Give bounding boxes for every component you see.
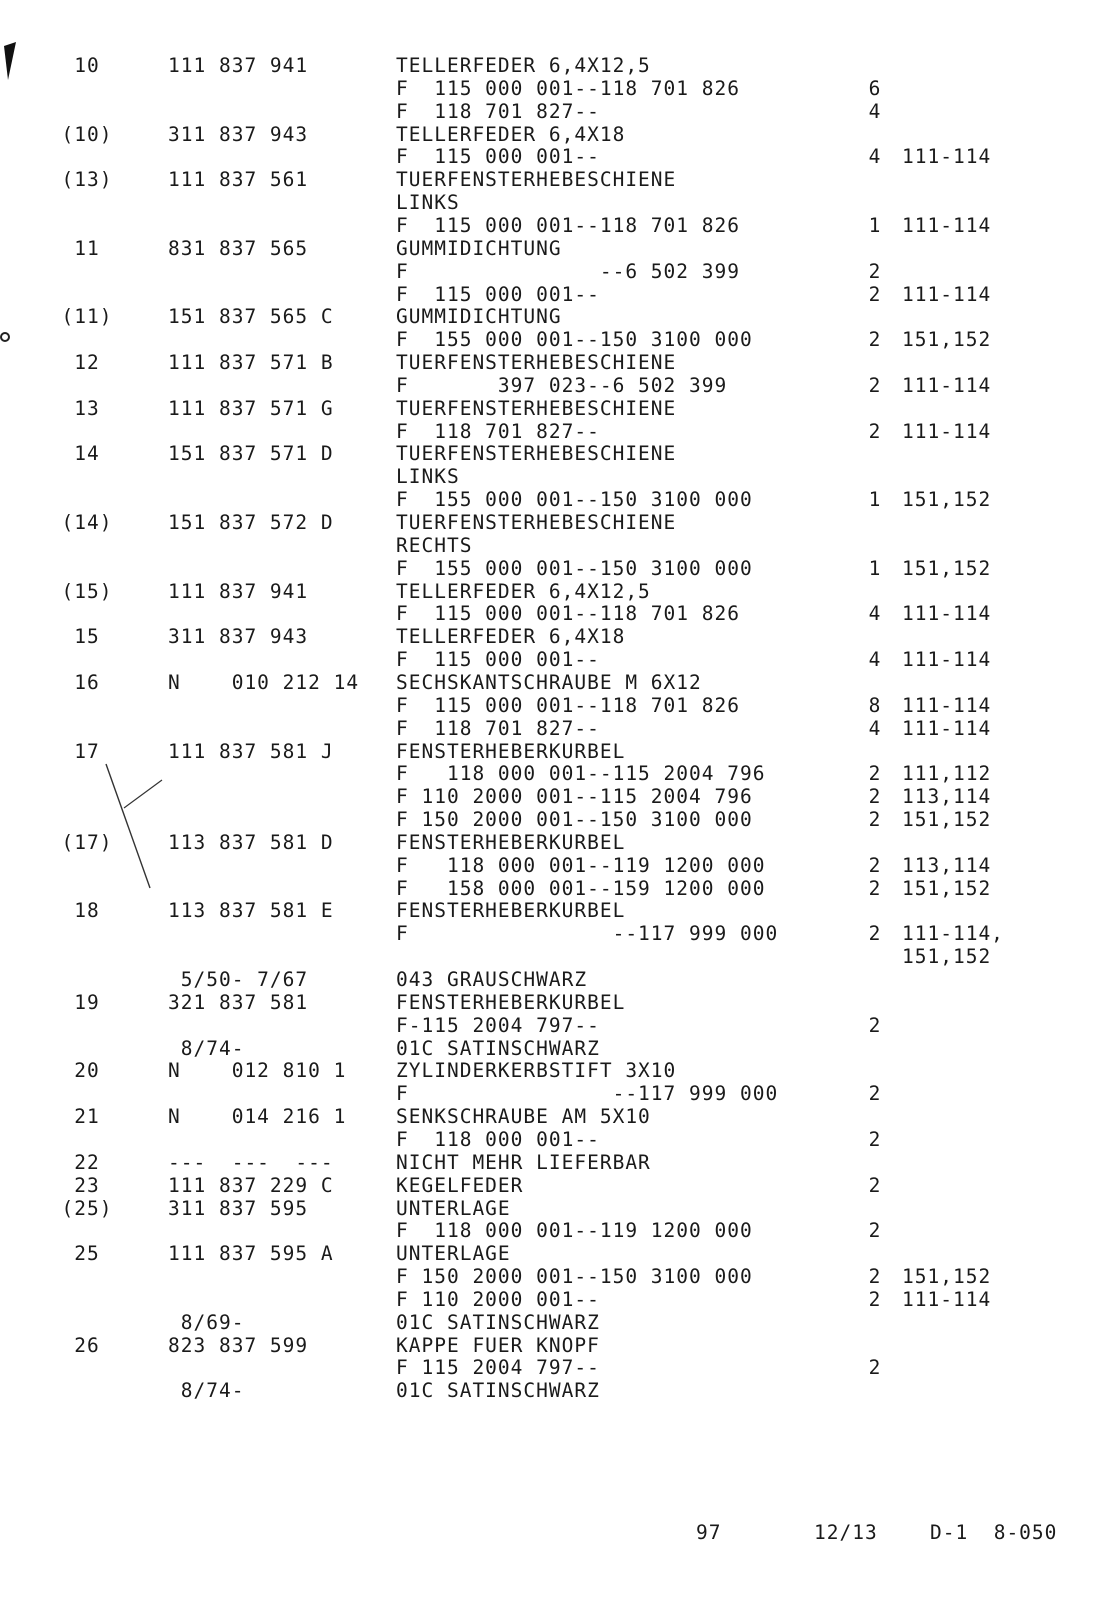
part-number: N 012 810 1 xyxy=(168,1059,347,1083)
table-row xyxy=(0,146,1109,169)
description: F --6 502 399 xyxy=(396,259,740,283)
description: TUERFENSTERHEBESCHIENE xyxy=(396,351,677,375)
quantity: 2 xyxy=(868,328,882,352)
part-number: 111 837 581 J xyxy=(168,739,334,763)
model-range: 111-114 xyxy=(902,602,992,626)
quantity: 2 xyxy=(868,419,882,443)
description: F 118 000 001--119 1200 000 xyxy=(396,1219,753,1243)
model-range: 111-114 xyxy=(902,373,992,397)
description: TUERFENSTERHEBESCHIENE xyxy=(396,511,677,534)
table-row xyxy=(0,992,1109,1015)
position-number: 20 xyxy=(74,1059,100,1083)
description: F 150 2000 001--150 3100 000 xyxy=(396,808,753,832)
description: F 115 000 001--118 701 826 xyxy=(396,76,740,100)
table-row xyxy=(0,626,1109,649)
description: FENSTERHEBERKURBEL xyxy=(396,830,626,854)
description: F 118 701 827-- xyxy=(396,419,600,443)
quantity: 2 xyxy=(868,1219,882,1243)
table-row xyxy=(0,398,1109,421)
table-row xyxy=(0,466,1109,489)
description: TELLERFEDER 6,4X18 xyxy=(396,625,626,649)
description: ZYLINDERKERBSTIFT 3X10 xyxy=(396,1059,677,1083)
model-range: 151,152 xyxy=(902,328,992,352)
model-range: 111-114 xyxy=(902,693,992,717)
quantity: 1 xyxy=(868,488,882,512)
table-row xyxy=(0,535,1109,558)
part-number: 111 837 571 B xyxy=(168,351,334,375)
position-number: 17 xyxy=(74,739,100,763)
position-number: 21 xyxy=(74,1105,100,1129)
quantity: 2 xyxy=(868,1265,882,1289)
table-row xyxy=(0,215,1109,238)
description: F 110 2000 001-- xyxy=(396,1287,600,1311)
model-range: 111-114, xyxy=(902,922,1004,946)
description: F 155 000 001--150 3100 000 xyxy=(396,328,753,352)
description: UNTERLAGE xyxy=(396,1242,511,1266)
description: F --117 999 000 xyxy=(396,922,779,946)
table-row xyxy=(0,375,1109,398)
position-number: 18 xyxy=(74,899,100,923)
quantity: 8 xyxy=(868,693,882,717)
table-row xyxy=(0,101,1109,124)
position-number: (10) xyxy=(61,122,113,146)
description: SECHSKANTSCHRAUBE M 6X12 xyxy=(396,670,702,694)
position-number: 12 xyxy=(74,351,100,375)
table-row xyxy=(0,900,1109,923)
description: F 115 2004 797-- xyxy=(396,1356,600,1380)
table-row xyxy=(0,1198,1109,1221)
part-number: 111 837 595 A xyxy=(168,1242,334,1266)
table-row xyxy=(0,78,1109,101)
table-row xyxy=(0,329,1109,352)
quantity: 2 xyxy=(868,762,882,786)
table-row xyxy=(0,124,1109,147)
table-row xyxy=(0,352,1109,375)
table-row xyxy=(0,443,1109,466)
table-row xyxy=(0,261,1109,284)
description: F 397 023--6 502 399 xyxy=(396,373,728,397)
table-row xyxy=(0,1312,1109,1335)
quantity: 2 xyxy=(868,282,882,306)
description: F 118 701 827-- xyxy=(396,716,600,740)
description: F --117 999 000 xyxy=(396,1082,779,1106)
page-footer xyxy=(0,1522,1109,1546)
model-range: 111-114 xyxy=(902,282,992,306)
description: 01C SATINSCHWARZ xyxy=(396,1379,600,1403)
description: SENKSCHRAUBE AM 5X10 xyxy=(396,1105,651,1129)
part-number: 113 837 581 D xyxy=(168,830,334,854)
table-row xyxy=(0,1220,1109,1243)
table-row xyxy=(0,1289,1109,1312)
model-range: 151,152 xyxy=(902,876,992,900)
part-number: 151 837 571 D xyxy=(168,442,334,466)
model-range: 151,152 xyxy=(902,488,992,512)
quantity: 2 xyxy=(868,1173,882,1197)
position-number: 22 xyxy=(74,1150,100,1174)
position-number: (17) xyxy=(61,830,113,854)
part-number: 311 837 595 xyxy=(168,1196,309,1220)
table-row xyxy=(0,512,1109,535)
table-row xyxy=(0,946,1109,969)
description: 01C SATINSCHWARZ xyxy=(396,1310,600,1334)
part-number: 311 837 943 xyxy=(168,122,309,146)
description: F 115 000 001-- xyxy=(396,648,600,672)
table-row xyxy=(0,581,1109,604)
quantity: 6 xyxy=(868,76,882,100)
part-number: 113 837 581 E xyxy=(168,899,334,923)
table-row xyxy=(0,238,1109,261)
table-row xyxy=(0,1129,1109,1152)
quantity: 4 xyxy=(868,602,882,626)
part-number: 5/50- 7/67 xyxy=(168,968,309,991)
table-row xyxy=(0,55,1109,78)
table-row xyxy=(0,558,1109,581)
description: F 118 000 001-- xyxy=(396,1127,600,1151)
part-number: 111 837 941 xyxy=(168,54,309,77)
table-row xyxy=(0,1335,1109,1358)
description: FENSTERHEBERKURBEL xyxy=(396,899,626,923)
description: UNTERLAGE xyxy=(396,1196,511,1220)
part-number: 8/69- xyxy=(168,1310,245,1334)
description: TELLERFEDER 6,4X18 xyxy=(396,122,626,146)
quantity: 1 xyxy=(868,556,882,580)
description: LINKS xyxy=(396,465,460,489)
position-number: (15) xyxy=(61,579,113,603)
position-number: 25 xyxy=(74,1242,100,1266)
description: F 118 000 001--119 1200 000 xyxy=(396,853,766,877)
position-number: 23 xyxy=(74,1173,100,1197)
model-range: 111-114 xyxy=(902,145,992,169)
position-number: 19 xyxy=(74,990,100,1014)
model-range: 151,152 xyxy=(902,808,992,832)
table-row xyxy=(0,1015,1109,1038)
description: F 158 000 001--159 1200 000 xyxy=(396,876,766,900)
position-number: 10 xyxy=(74,54,100,77)
quantity: 4 xyxy=(868,99,882,123)
part-number: N 010 212 14 xyxy=(168,670,360,694)
table-row xyxy=(0,192,1109,215)
part-number: 111 837 571 G xyxy=(168,396,334,420)
part-number: --- --- --- xyxy=(168,1150,334,1174)
quantity: 2 xyxy=(868,876,882,900)
part-number: 831 837 565 xyxy=(168,236,309,260)
table-row xyxy=(0,1266,1109,1289)
quantity: 4 xyxy=(868,716,882,740)
model-range: 151,152 xyxy=(902,945,992,969)
table-row xyxy=(0,1152,1109,1175)
position-number: (14) xyxy=(61,511,113,534)
model-range: 113,114 xyxy=(902,853,992,877)
table-row xyxy=(0,421,1109,444)
description: KEGELFEDER xyxy=(396,1173,524,1197)
scan-mark-dot xyxy=(0,330,14,344)
description: TUERFENSTERHEBESCHIENE xyxy=(396,396,677,420)
quantity: 2 xyxy=(868,1013,882,1037)
position-number: 11 xyxy=(74,236,100,260)
table-row xyxy=(0,1106,1109,1129)
table-row xyxy=(0,306,1109,329)
description: FENSTERHEBERKURBEL xyxy=(396,739,626,763)
table-row xyxy=(0,649,1109,672)
scan-mark-pen-stroke xyxy=(100,758,170,898)
part-number: 111 837 561 xyxy=(168,168,309,192)
table-row xyxy=(0,1175,1109,1198)
table-row xyxy=(0,169,1109,192)
description: F 115 000 001--118 701 826 xyxy=(396,213,740,237)
description: TUERFENSTERHEBESCHIENE xyxy=(396,442,677,466)
model-range: 111-114 xyxy=(902,419,992,443)
table-row xyxy=(0,1038,1109,1061)
description: GUMMIDICHTUNG xyxy=(396,236,562,260)
position-number: 13 xyxy=(74,396,100,420)
description: F-115 2004 797-- xyxy=(396,1013,600,1037)
description: F 115 000 001-- xyxy=(396,282,600,306)
description: TUERFENSTERHEBESCHIENE xyxy=(396,168,677,192)
description: F 155 000 001--150 3100 000 xyxy=(396,556,753,580)
footer-reference: D-1 8-050 xyxy=(930,1521,1058,1544)
table-row xyxy=(0,695,1109,718)
model-range: 151,152 xyxy=(902,1265,992,1289)
model-range: 111,112 xyxy=(902,762,992,786)
quantity: 2 xyxy=(868,853,882,877)
part-number: 8/74- xyxy=(168,1036,245,1060)
description: 043 GRAUSCHWARZ xyxy=(396,968,588,991)
position-number: 26 xyxy=(74,1333,100,1357)
table-row xyxy=(0,1357,1109,1380)
table-row xyxy=(0,1060,1109,1083)
quantity: 2 xyxy=(868,373,882,397)
position-number: 14 xyxy=(74,442,100,466)
table-row xyxy=(0,718,1109,741)
description: F 115 000 001--118 701 826 xyxy=(396,693,740,717)
quantity: 2 xyxy=(868,922,882,946)
description: LINKS xyxy=(396,191,460,215)
model-range: 151,152 xyxy=(902,556,992,580)
model-range: 111-114 xyxy=(902,716,992,740)
table-row xyxy=(0,603,1109,626)
quantity: 2 xyxy=(868,1287,882,1311)
scan-mark-left-edge xyxy=(0,40,20,90)
table-row xyxy=(0,489,1109,512)
description: F 118 701 827-- xyxy=(396,99,600,123)
description: F 118 000 001--115 2004 796 xyxy=(396,762,766,786)
quantity: 4 xyxy=(868,648,882,672)
table-row xyxy=(0,672,1109,695)
footer-page-number: 97 xyxy=(696,1521,722,1544)
footer-date: 12/13 xyxy=(814,1521,878,1544)
part-number: 823 837 599 xyxy=(168,1333,309,1357)
part-number: N 014 216 1 xyxy=(168,1105,347,1129)
position-number: 16 xyxy=(74,670,100,694)
table-row xyxy=(0,1083,1109,1106)
quantity: 4 xyxy=(868,145,882,169)
description: RECHTS xyxy=(396,533,473,557)
position-number: (13) xyxy=(61,168,113,192)
description: F 110 2000 001--115 2004 796 xyxy=(396,785,753,809)
part-number: 111 837 229 C xyxy=(168,1173,334,1197)
description: GUMMIDICHTUNG xyxy=(396,305,562,329)
description: NICHT MEHR LIEFERBAR xyxy=(396,1150,651,1174)
part-number: 321 837 581 xyxy=(168,990,309,1014)
description: F 150 2000 001--150 3100 000 xyxy=(396,1265,753,1289)
description: FENSTERHEBERKURBEL xyxy=(396,990,626,1014)
model-range: 111-114 xyxy=(902,213,992,237)
table-row xyxy=(0,1243,1109,1266)
quantity: 1 xyxy=(868,213,882,237)
description: TELLERFEDER 6,4X12,5 xyxy=(396,579,651,603)
quantity: 2 xyxy=(868,785,882,809)
position-number: (11) xyxy=(61,305,113,329)
description: F 155 000 001--150 3100 000 xyxy=(396,488,753,512)
part-number: 311 837 943 xyxy=(168,625,309,649)
description: 01C SATINSCHWARZ xyxy=(396,1036,600,1060)
position-number: 15 xyxy=(74,625,100,649)
part-number: 111 837 941 xyxy=(168,579,309,603)
description: KAPPE FUER KNOPF xyxy=(396,1333,600,1357)
quantity: 2 xyxy=(868,808,882,832)
part-number: 151 837 572 D xyxy=(168,511,334,534)
part-number: 8/74- xyxy=(168,1379,245,1403)
model-range: 111-114 xyxy=(902,648,992,672)
table-row xyxy=(0,969,1109,992)
description: TELLERFEDER 6,4X12,5 xyxy=(396,54,651,77)
table-row xyxy=(0,284,1109,307)
quantity: 2 xyxy=(868,1356,882,1380)
model-range: 111-114 xyxy=(902,1287,992,1311)
quantity: 2 xyxy=(868,259,882,283)
table-row xyxy=(0,923,1109,946)
part-number: 151 837 565 C xyxy=(168,305,334,329)
position-number: (25) xyxy=(61,1196,113,1220)
model-range: 113,114 xyxy=(902,785,992,809)
quantity: 2 xyxy=(868,1127,882,1151)
description: F 115 000 001-- xyxy=(396,145,600,169)
table-row xyxy=(0,1380,1109,1403)
description: F 115 000 001--118 701 826 xyxy=(396,602,740,626)
quantity: 2 xyxy=(868,1082,882,1106)
